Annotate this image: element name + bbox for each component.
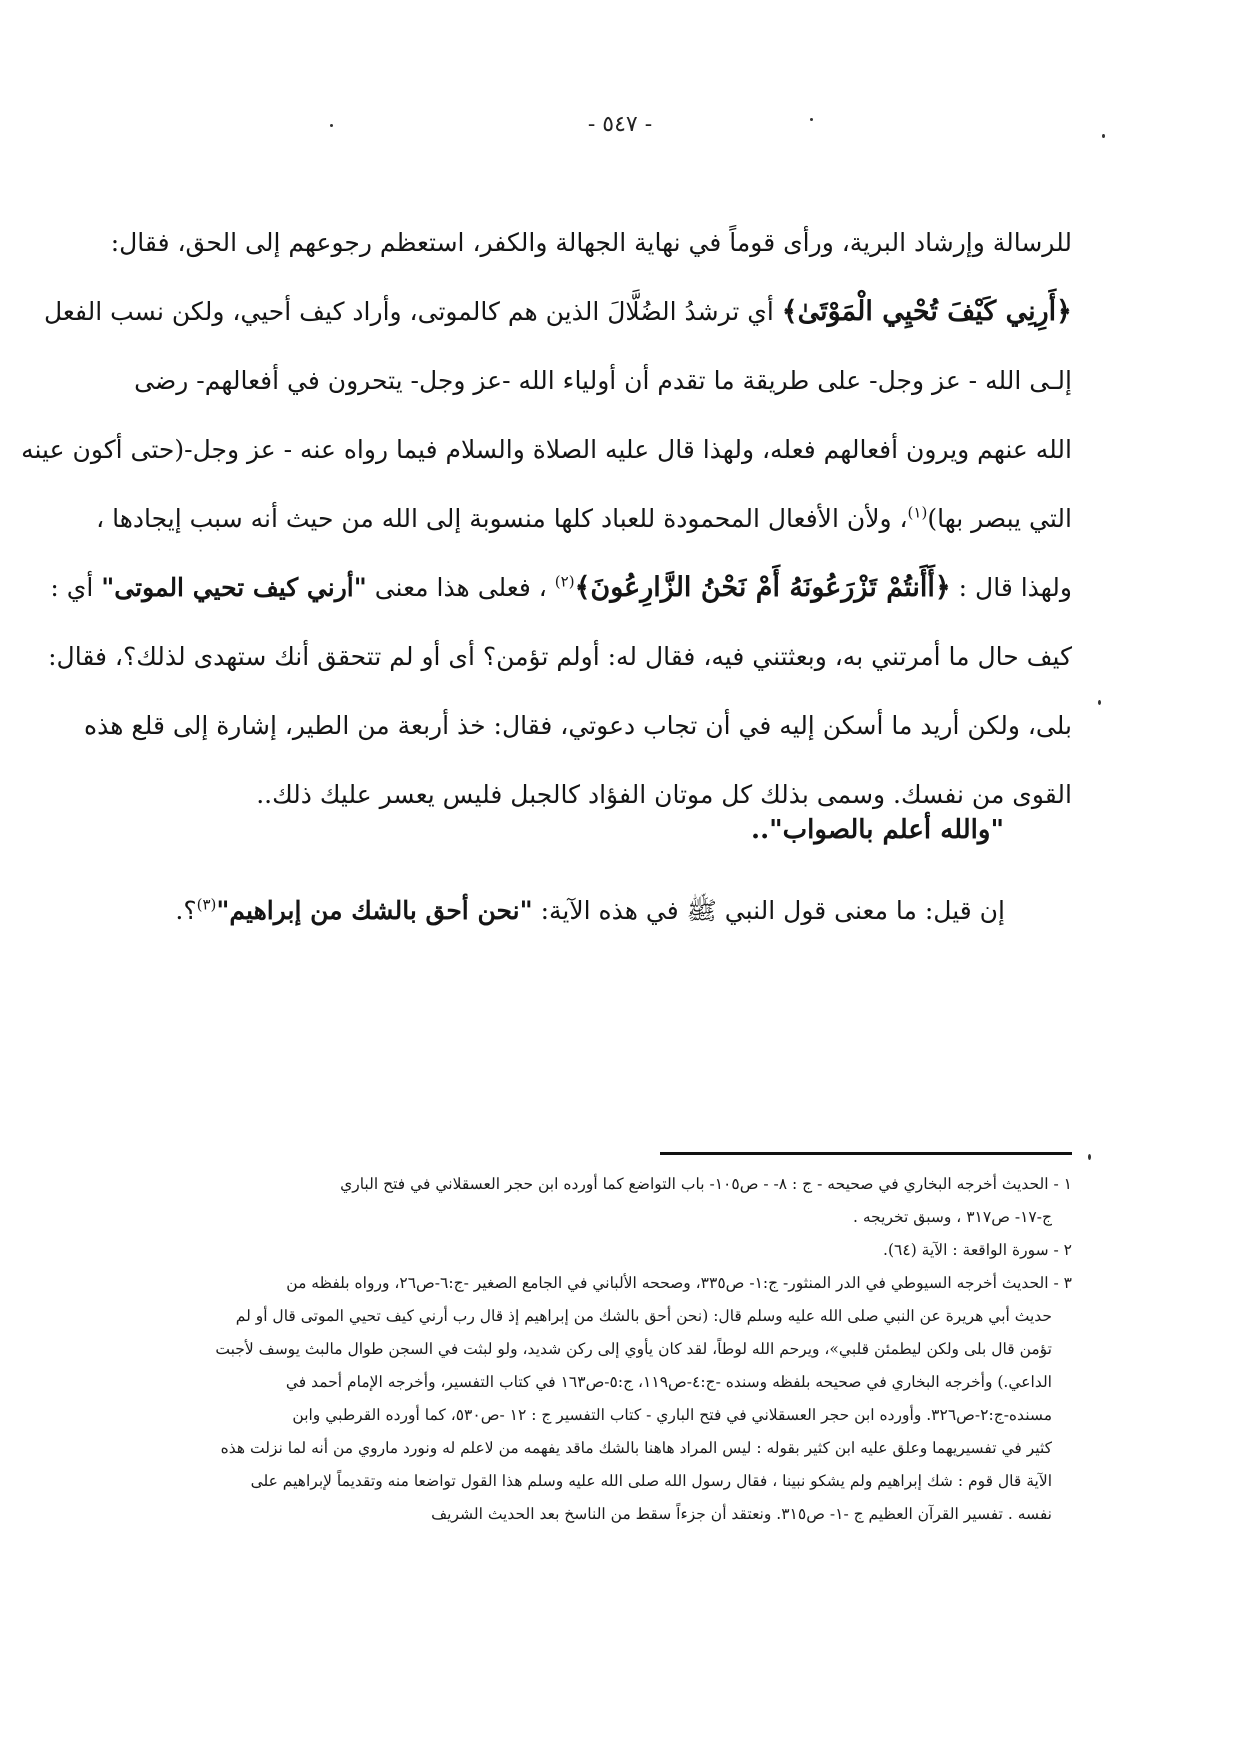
question-line: إن قيل: ما معنى قول النبي ﷺ في هذه الآية: "نحن أحق بالشك من إبراهيم"$^{(٣)}$؟. bbox=[175, 895, 1005, 925]
footnote-line: الآية قال قوم : شك إبراهيم ولم يشكو نبينا ، فقال رسول الله صلى الله عليه وسلم هذا القول تواضعا منه وتقديماً لإبراهيم على bbox=[250, 1472, 1052, 1490]
text-line: إلـى الله - عز وجل- على طريقة ما تقدم أن أولياء الله -عز وجل- يتحرون في أفعالهم- رضى bbox=[134, 366, 1072, 395]
text-line: كيف حال ما أمرتني به، وبعثتني فيه، فقال له: أولم تؤمن؟ أى أو لم تتحقق أنك ستهدى لذلك؟، فقال: bbox=[48, 642, 1072, 671]
page-number: - ٥٤٧ - bbox=[587, 112, 653, 137]
footnote-ref: (٢) bbox=[554, 572, 575, 591]
scan-speck bbox=[1098, 700, 1101, 705]
text-line: للرسالة وإرشاد البرية، ورأى قوماً في نهاية الجهالة والكفر، استعظم رجوعهم إلى الحق، فقال: bbox=[110, 228, 1072, 257]
footnote-ref: (١) bbox=[907, 503, 928, 522]
footnote-line: حديث أبي هريرة عن النبي صلى الله عليه وسلم قال: (نحن أحق بالشك من إبراهيم إذ قال رب أرني كيف تحيي الموتى قال أو لم bbox=[235, 1307, 1052, 1325]
footnote-ref: (٣) bbox=[196, 895, 217, 914]
text-line: الله عنهم ويرون أفعالهم فعله، ولهذا قال عليه الصلاة والسلام فيما رواه عنه - عز وجل-(حتى أكون عينه bbox=[21, 435, 1072, 464]
footnote-line: نفسه . تفسير القرآن العظيم ج -١- ص٣١٥. ونعتقد أن جزءاً سقط من الناسخ بعد الحديث الشريف bbox=[431, 1505, 1052, 1523]
footnote-line: ٣ - الحديث أخرجه السيوطي في الدر المنثور- ج:١- ص٣٣٥، وصححه الألباني في الجامع الصغير -ج:٦-ص٢٦، ورواه بلفظه من bbox=[286, 1274, 1072, 1292]
scan-speck bbox=[330, 124, 333, 127]
scan-speck bbox=[810, 118, 813, 121]
scan-speck bbox=[1088, 1154, 1091, 1160]
footnote-line: الداعي.) وأخرجه البخاري في صحيحه بلفظه وسنده -ج:٤-ص١١٩، ج:٥-ص١٦٣ في كتاب التفسير، وأخرجه الإمام أحمد في bbox=[285, 1373, 1052, 1391]
footnote-line: ٢ - سورة الواقعة : الآية (٦٤). bbox=[883, 1241, 1072, 1259]
footnote-line: ١ - الحديث أخرجه البخاري في صحيحه - ج : ٨- - ص١٠٥- باب التواضع كما أورده ابن حجر العسقلاني في فتح الباري bbox=[340, 1175, 1072, 1193]
footnote-line: ج-١٧- ص٣١٧ ، وسبق تخريجه . bbox=[852, 1208, 1052, 1226]
quran-verse: ﴿أَأَنتُمْ تَزْرَعُونَهُ أَمْ نَحْنُ الزَّارِعُونَ﴾ bbox=[574, 572, 951, 603]
closing-phrase: "والله أعلم بالصواب".. bbox=[751, 815, 1004, 845]
quran-verse: ﴿أَرِنِي كَيْفَ تُحْيِي الْمَوْتَىٰ﴾ bbox=[781, 296, 1072, 327]
footnotes bbox=[154, 1168, 1072, 1531]
bold-quote: "أرني كيف تحيي الموتى" bbox=[101, 573, 367, 602]
text-line: ﴿أَرِنِي كَيْفَ تُحْيِي الْمَوْتَىٰ﴾ أي ترشدُ الضُلَّالَ الذين هم كالموتى، وأراد كيف أحيي، ولكن نسب الفعل bbox=[43, 296, 1072, 327]
main-body-text bbox=[21, 208, 1072, 829]
footnote-line: تؤمن قال بلى ولكن ليطمئن قلبي»، ويرحم الله لوطاً، لقد كان يأوي إلى ركن شديد، ولو لبثت في السجن طوال مالبث يوسف لأجبت bbox=[215, 1340, 1052, 1358]
text-line: بلى، ولكن أريد ما أسكن إليه في أن تجاب دعوتي، فقال: خذ أربعة من الطير، إشارة إلى قلع هذه bbox=[84, 711, 1072, 740]
footnote-line: مسنده-ج:٢-ص٣٢٦. وأورده ابن حجر العسقلاني في فتح الباري - كتاب التفسير ج : ١٢ -ص٥٣٠، كما أورده القرطبي وابن bbox=[292, 1406, 1052, 1424]
footnote-divider bbox=[660, 1152, 1072, 1155]
footnote-line: كثير في تفسيريهما وعلق عليه ابن كثير بقوله : ليس المراد هاهنا بالشك ماقد يفهمه من لاعلم له ونورد ماروي من أنه لما نزلت هذه bbox=[220, 1439, 1052, 1457]
text-line: التي يبصر بها)$^{(١)}$، ولأن الأفعال المحمودة للعباد كلها منسوبة إلى الله من حيث أنه سبب إيجادها ، bbox=[96, 503, 1072, 533]
hadith-quote: "نحن أحق بالشك من إبراهيم" bbox=[216, 896, 533, 925]
text-line: ولهذا قال : ﴿أَأَنتُمْ تَزْرَعُونَهُ أَمْ نَحْنُ الزَّارِعُونَ﴾$^{(٢)}$ ، فعلى هذا معنى "أرني كيف تحيي الموتى" أي : bbox=[50, 572, 1072, 603]
scan-speck bbox=[1102, 134, 1105, 138]
text-line: القوى من نفسك. وسمى بذلك كل موتان الفؤاد كالجبل فليس يعسر عليك ذلك.. bbox=[256, 780, 1072, 809]
